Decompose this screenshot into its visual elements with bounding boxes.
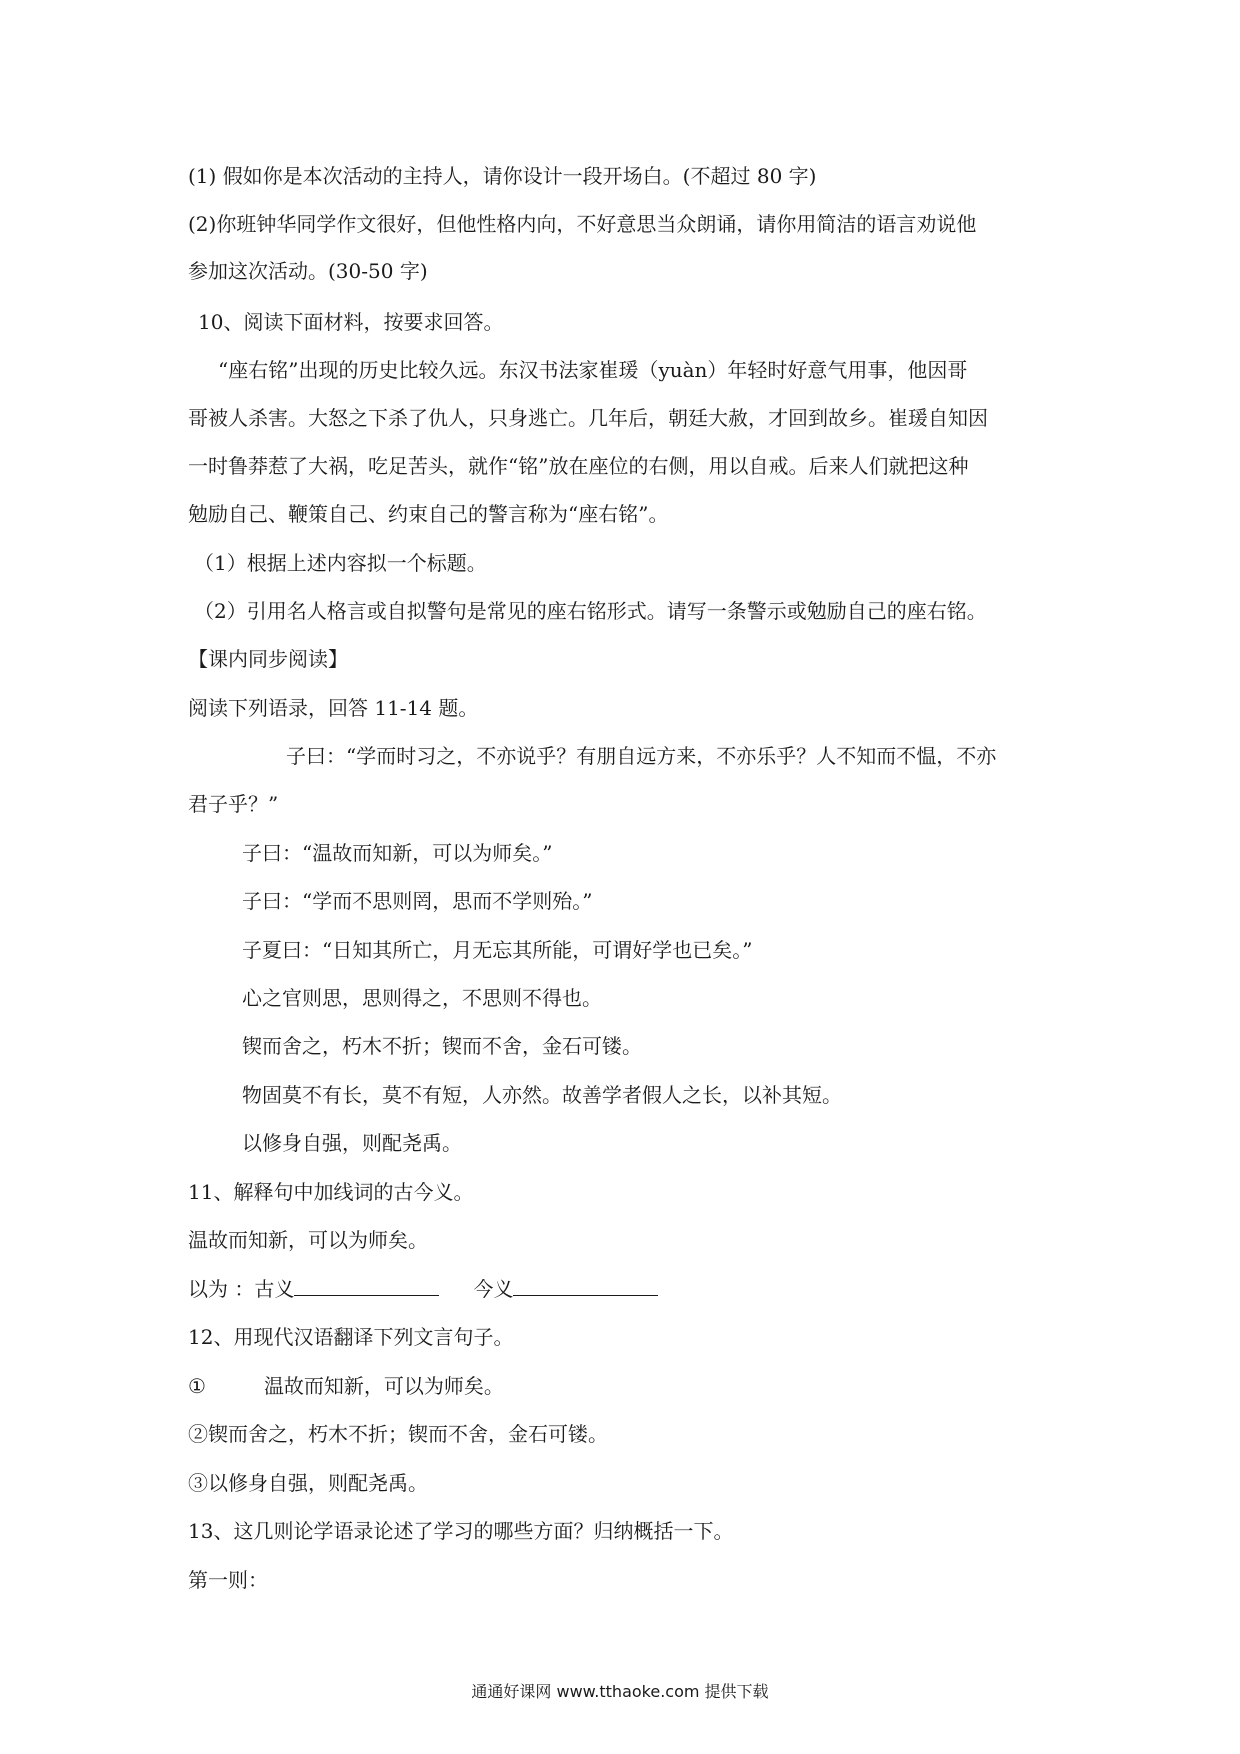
question-9-2-cont: 参加这次活动。(30-50 字)	[188, 259, 428, 283]
question-10-heading: 10、阅读下面材料，按要求回答。	[198, 310, 504, 334]
modern-meaning-blank[interactable]	[513, 1275, 658, 1296]
quote-line: 子曰：“温故而知新，可以为师矣。”	[242, 841, 553, 865]
quote-line: 子曰：“学而不思则罔，思而不学则殆。”	[242, 889, 593, 913]
passage-line: “座右铭”出现的历史比较久远。东汉书法家崔瑗（yuàn）年轻时好意气用事，他因哥	[218, 358, 968, 382]
reading-instruction: 阅读下列语录，回答 11-14 题。	[188, 696, 479, 720]
ancient-meaning-label: 以为 ：古义	[188, 1277, 295, 1301]
question-10-2: （2）引用名人格言或自拟警句是常见的座右铭形式。请写一条警示或勉励自己的座右铭。	[194, 599, 987, 623]
quote-line: 以修身自强，则配尧禹。	[242, 1131, 462, 1155]
translation-item-2: ②锲而舍之，朽木不折；锲而不舍，金石可镂。	[188, 1422, 608, 1446]
passage-line: 哥被人杀害。大怒之下杀了仇人，只身逃亡。几年后，朝廷大赦，才回到故乡。崔瑗自知因	[188, 406, 988, 430]
quote-line: 物固莫不有长，莫不有短，人亦然。故善学者假人之长，以补其短。	[242, 1083, 842, 1107]
question-10-1: （1）根据上述内容拟一个标题。	[194, 551, 487, 575]
quote-line: 子曰：“学而时习之，不亦说乎？有朋自远方来，不亦乐乎？人不知而不愠，不亦	[286, 744, 997, 768]
question-9-2: (2)你班钟华同学作文很好，但他性格内向，不好意思当众朗诵，请你用简洁的语言劝说他	[188, 212, 977, 236]
question-11: 11、解释句中加线词的古今义。	[188, 1180, 474, 1204]
section-heading: 【课内同步阅读】	[188, 647, 348, 671]
ancient-meaning-blank[interactable]	[294, 1275, 439, 1296]
modern-meaning-label: 今义	[473, 1277, 514, 1301]
question-12: 12、用现代汉语翻译下列文言句子。	[188, 1325, 514, 1349]
question-13: 13、这几则论学语录论述了学习的哪些方面？归纳概括一下。	[188, 1519, 734, 1543]
translation-item-3: ③以修身自强，则配尧禹。	[188, 1471, 428, 1495]
translation-sentence: 温故而知新，可以为师矣。	[263, 1374, 504, 1398]
passage-line: 一时鲁莽惹了大祸，吃足苦头，就作“铭”放在座位的右侧，用以自戒。后来人们就把这种	[188, 454, 969, 478]
quote-line: 子夏曰：“日知其所亡，月无忘其所能，可谓好学也已矣。”	[242, 938, 753, 962]
question-9-1: (1) 假如你是本次活动的主持人，请你设计一段开场白。(不超过 80 字)	[188, 164, 817, 188]
quote-line: 锲而舍之，朽木不折；锲而不舍，金石可镂。	[242, 1034, 642, 1058]
question-13-first: 第一则：	[188, 1568, 268, 1592]
quote-line: 心之官则思，思则得之，不思则不得也。	[242, 986, 602, 1010]
question-11-sentence: 温故而知新，可以为师矣。	[188, 1228, 428, 1252]
question-11-answer-row	[188, 1275, 658, 1303]
page-footer: 通通好课网 www.tthaoke.com 提供下载	[471, 1682, 769, 1701]
item-marker: ①	[188, 1374, 206, 1398]
passage-line: 勉励自己、鞭策自己、约束自己的警言称为“座右铭”。	[188, 502, 669, 526]
quote-line: 君子乎？”	[188, 792, 279, 816]
translation-item-1	[188, 1372, 504, 1400]
